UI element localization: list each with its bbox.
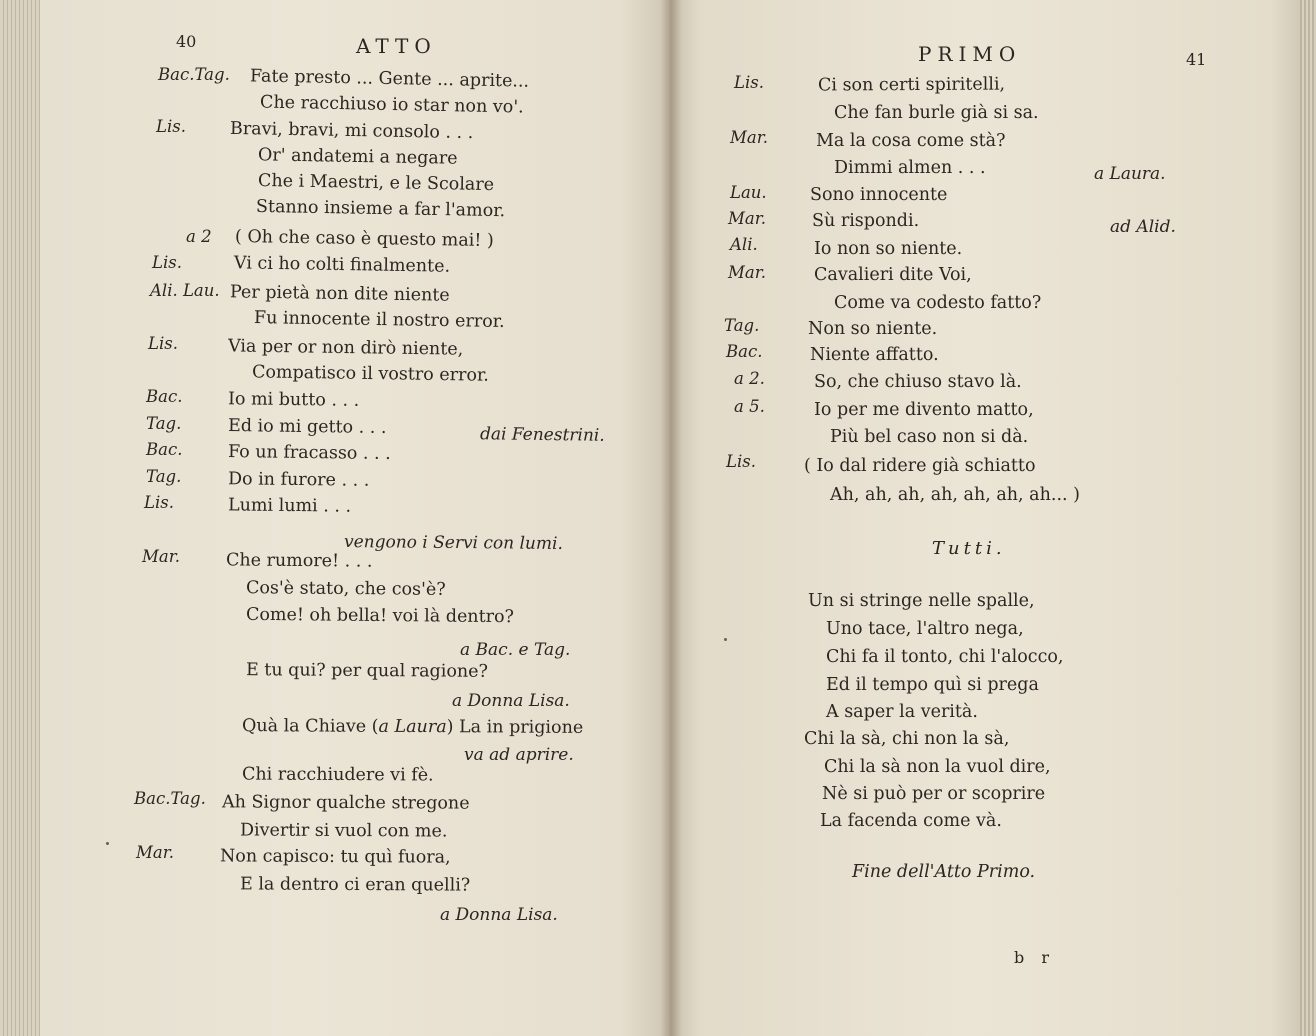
speaker: a 2. (734, 369, 765, 388)
verse-line: Come! oh bella! voi là dentro? (245, 604, 515, 628)
verse-line: Più bel caso non si dà. (830, 427, 1029, 447)
verse-line-with-aside (242, 715, 583, 739)
verse-line: Or' andatemi a negare (257, 145, 458, 169)
running-header-right: PRIMO (918, 42, 1022, 66)
inline-direction: a Laura (378, 716, 447, 738)
verse-line: Dimmi almen . . . (834, 158, 986, 178)
verse-text: ) La in prigione (446, 717, 584, 738)
verse-line: Che racchiuso io star non vo'. (259, 92, 524, 118)
speaker: Mar. (136, 843, 175, 862)
verse-line: So, che chiuso stavo là. (814, 372, 1022, 392)
speaker: Bac. (146, 387, 183, 406)
verse-line: Fate presto ... Gente ... aprite... (249, 66, 530, 92)
stage-direction: ad Alid. (1110, 217, 1176, 237)
speaker: Lis. (148, 334, 178, 353)
verse-line: Stanno insieme a far l'amor. (255, 196, 506, 222)
verse-line: Cos'è stato, che cos'è? (245, 578, 446, 600)
verse-line: Ma la cosa come stà? (816, 131, 1006, 151)
speaker: Tag. (146, 467, 182, 486)
speaker: Lis. (156, 117, 186, 136)
stage-direction: a Donna Lisa. (440, 905, 558, 925)
verse-line: E la dentro ci eran quelli? (239, 874, 471, 896)
verse-line: Io per me divento matto, (814, 400, 1034, 420)
chorus-line: Nè si può per or scoprire (822, 784, 1046, 804)
chorus-line: Ed il tempo quì si prega (826, 675, 1039, 695)
book-gutter (660, 0, 682, 1036)
verse-text: Quà la Chiave ( (241, 716, 379, 737)
stage-direction: a Bac. e Tag. (460, 640, 571, 660)
speaker: Lis. (734, 73, 764, 92)
verse-line: Ed io mi getto . . . (227, 416, 387, 438)
stage-direction: va ad aprire. (464, 745, 574, 765)
speaker: Lis. (726, 452, 756, 471)
verse-line: Ci son certi spiritelli, (817, 74, 1006, 96)
verse-line: Sù rispondi. (812, 211, 920, 231)
verse-line: Come va codesto fatto? (834, 293, 1042, 313)
speaker: Lau. (730, 183, 767, 202)
speaker: Mar. (730, 128, 769, 147)
right-page (670, 0, 1316, 1036)
signature-mark: b r (1014, 948, 1055, 967)
chorus-line: Chi la sà, chi non la sà, (804, 729, 1010, 749)
speaker: Mar. (728, 209, 767, 228)
speaker: Ali. Lau. (150, 281, 220, 300)
speaker: Lis. (152, 253, 182, 272)
chorus-line: Un si stringe nelle spalle, (808, 591, 1035, 611)
stage-direction: dai Fenestrini. (479, 424, 605, 446)
verse-line: Ah Signor qualche stregone (221, 792, 470, 814)
verse-line: Che rumore! . . . (225, 550, 373, 572)
verse-line: Io non so niente. (814, 239, 963, 259)
speaker: Bac. (146, 440, 183, 459)
verse-line: Divertir si vuol con me. (239, 820, 448, 842)
verse-line: ( Oh che caso è questo mai! ) (234, 226, 494, 252)
chorus-line: Uno tace, l'altro nega, (826, 619, 1024, 639)
speaker: Bac. (726, 342, 763, 361)
chorus-line: La facenda come và. (820, 811, 1002, 831)
verse-line: Compatisco il vostro error. (251, 362, 490, 386)
verse-line: Lumi lumi . . . (227, 495, 352, 517)
verse-line: Niente affatto. (810, 345, 939, 365)
end-of-act: Fine dell'Atto Primo. (852, 862, 1036, 882)
verse-line: Bravi, bravi, mi consolo . . . (229, 118, 474, 144)
verse-line: Io mi butto . . . (227, 389, 360, 411)
speaker: a 2 (186, 227, 212, 246)
verse-line: E tu qui? per qual ragione? (245, 660, 488, 682)
verse-line: Ah, ah, ah, ah, ah, ah, ah... ) (830, 485, 1080, 505)
verse-line: Che fan burle già si sa. (834, 103, 1039, 123)
chorus-line: Chi la sà non la vuol dire, (824, 757, 1051, 777)
chorus-line: A saper la verità. (826, 702, 978, 722)
verse-line: Per pietà non dite niente (229, 282, 450, 306)
page-edges (0, 0, 40, 1036)
speaker: Mar. (142, 547, 181, 566)
ink-speck (106, 842, 109, 845)
speaker: a 5. (734, 397, 765, 416)
speaker: Lis. (144, 493, 174, 512)
verse-line: Fo un fracasso . . . (227, 442, 391, 464)
verse-line: Sono innocente (810, 185, 948, 205)
verse-line: Non so niente. (808, 319, 938, 339)
verse-line: Vi ci ho colti finalmente. (233, 253, 451, 277)
stage-direction: a Donna Lisa. (452, 691, 570, 711)
chorus-heading: Tutti. (932, 538, 1006, 559)
page-number-right: 41 (1186, 50, 1207, 69)
verse-line: Fu innocente il nostro error. (253, 308, 505, 332)
verse-line: ( Io dal ridere già schiatto (804, 456, 1036, 476)
stage-direction: vengono i Servi con lumi. (343, 532, 563, 554)
page-number-left: 40 (176, 32, 197, 51)
speaker: Tag. (146, 414, 182, 433)
verse-line: Cavalieri dite Voi, (814, 265, 972, 285)
running-header-left: ATTO (356, 34, 437, 58)
verse-line: Via per or non dirò niente, (227, 336, 464, 360)
verse-line: Che i Maestri, e le Scolare (257, 170, 495, 196)
speaker: Tag. (724, 316, 760, 335)
stage-direction: a Laura. (1094, 164, 1166, 184)
verse-line: Non capisco: tu quì fuora, (219, 846, 451, 868)
ink-speck (724, 638, 727, 641)
chorus-line: Chi fa il tonto, chi l'alocco, (826, 647, 1064, 667)
verse-line: Chi racchiudere vi fè. (241, 764, 434, 786)
speaker: Mar. (728, 263, 767, 282)
speaker: Bac.Tag. (158, 65, 230, 84)
page-edges (1300, 0, 1316, 1036)
verse-line: Do in furore . . . (227, 469, 370, 491)
speaker: Ali. (730, 235, 758, 254)
speaker: Bac.Tag. (134, 789, 206, 808)
